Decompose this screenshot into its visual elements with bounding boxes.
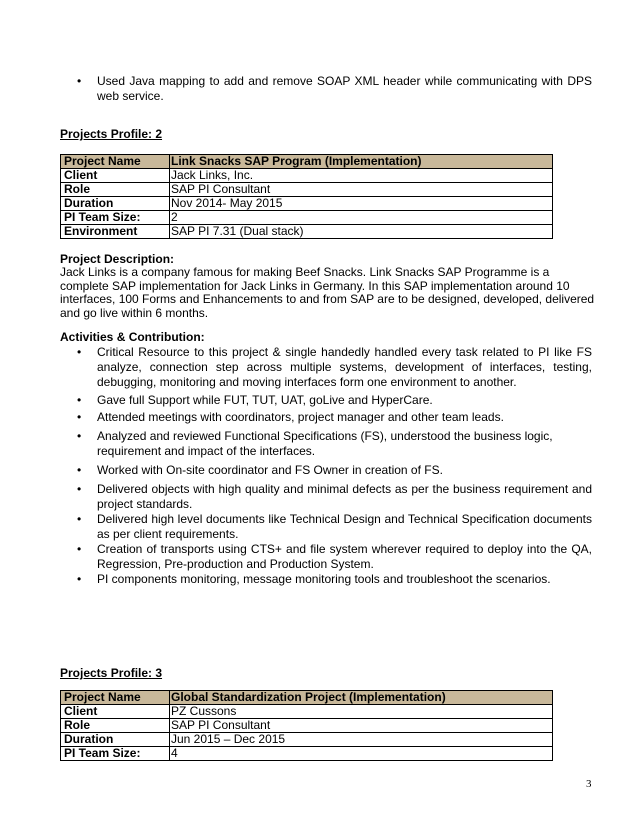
table-key: Client <box>61 169 170 183</box>
table-value: SAP PI Consultant <box>170 719 553 733</box>
table-value: SAP PI 7.31 (Dual stack) <box>170 225 553 239</box>
table-value: Jack Links, Inc. <box>170 169 553 183</box>
table-value: PZ Cussons <box>170 705 553 719</box>
table-row <box>61 211 553 225</box>
table-value: 4 <box>170 747 553 761</box>
profile3-table <box>60 690 553 761</box>
list-item: • Delivered high level documents like Technical Design and Technical Specification documents as per client requirements. <box>60 512 592 542</box>
profile3-heading: Projects Profile: 3 <box>60 666 163 680</box>
table-value: Global Standardization Project (Implementation) <box>170 691 553 705</box>
table-value: Jun 2015 – Dec 2015 <box>170 733 553 747</box>
activities-list <box>60 345 592 587</box>
table-row <box>61 197 553 211</box>
list-item: • Attended meetings with coordinators, project manager and other team leads. <box>60 410 592 425</box>
table-key: Environment <box>61 225 170 239</box>
list-item: • Analyzed and reviewed Functional Specifications (FS), understood the business logic, requirement and impact of the interfaces. <box>60 429 592 459</box>
list-item: • Gave full Support while FUT, TUT, UAT, goLive and HyperCare. <box>60 393 592 408</box>
project-description: Jack Links is a company famous for making Beef Snacks. Link Snacks SAP Programme is a complete SAP implementation for Jack Links in Germany. In this SAP implementation around 10 interfaces, 100 Forms and Enhancements to and from SAP are to be designed, developed, delivered and go live within 6 months. <box>60 265 595 320</box>
list-item: • Used Java mapping to add and remove SOAP XML header while communicating with DPS web service. <box>60 74 592 104</box>
table-key: PI Team Size: <box>61 747 170 761</box>
table-row <box>61 691 553 705</box>
list-item: • PI components monitoring, message monitoring tools and troubleshoot the scenarios. <box>60 572 592 587</box>
profile2-table <box>60 154 553 239</box>
table-key: Project Name <box>61 691 170 705</box>
table-row <box>61 183 553 197</box>
table-value: Nov 2014- May 2015 <box>170 197 553 211</box>
table-key: Role <box>61 183 170 197</box>
list-item: • Delivered objects with high quality and minimal defects as per the business requirement and project standards. <box>60 482 592 512</box>
table-row <box>61 155 553 169</box>
list-item: • Worked with On-site coordinator and FS Owner in creation of FS. <box>60 463 592 478</box>
table-key: PI Team Size: <box>61 211 170 225</box>
table-key: Duration <box>61 197 170 211</box>
table-value: SAP PI Consultant <box>170 183 553 197</box>
table-key: Duration <box>61 733 170 747</box>
intro-bullet-list <box>60 74 592 104</box>
project-description-heading: Project Description: <box>60 252 175 266</box>
table-key: Project Name <box>61 155 170 169</box>
table-value: Link Snacks SAP Program (Implementation) <box>170 155 553 169</box>
list-item: • Creation of transports using CTS+ and file system wherever required to deploy into the QA, Regression, Pre-production and Production System. <box>60 542 592 572</box>
table-row <box>61 705 553 719</box>
table-row <box>61 747 553 761</box>
table-row <box>61 719 553 733</box>
profile2-heading: Projects Profile: 2 <box>60 127 163 141</box>
list-item: • Critical Resource to this project & single handedly handled every task related to PI like FS analyze, connection step across multiple systems, development of interfaces, testing, debugging, monitoring and moving interfaces form one environment to another. <box>60 345 592 390</box>
table-value: 2 <box>170 211 553 225</box>
table-row <box>61 169 553 183</box>
table-row <box>61 733 553 747</box>
page-number: 3 <box>586 778 592 790</box>
table-key: Role <box>61 719 170 733</box>
table-key: Client <box>61 705 170 719</box>
table-row <box>61 225 553 239</box>
activities-heading: Activities & Contribution: <box>60 330 205 344</box>
